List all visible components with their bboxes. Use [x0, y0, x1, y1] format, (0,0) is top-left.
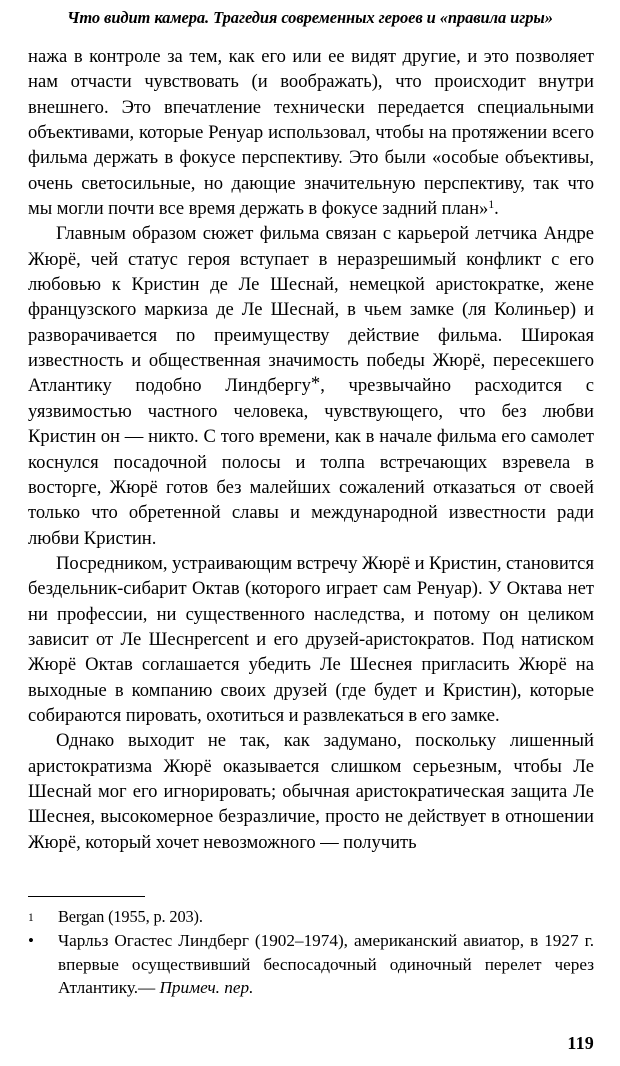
- footnote-text-2: Чарльз Огастес Линдберг (1902–1974), американский авиатор, в 1927 г. впервые осуществивший беспосадочный одиночный перелет через Атлантику.—: [58, 931, 594, 998]
- paragraph-4: Однако выходит не так, как задумано, поскольку лишенный аристократизма Жюрё оказывается слишком серьезным, чтобы Ле Шеснай мог его игнорировать; обычная аристократическая защита Ле Шеснея, высокомерное безразличие, просто не действует в отношении Жюрё, который хочет невозможного — получить: [28, 730, 594, 853]
- paragraph-3: Посредником, устраивающим встречу Жюрё и Кристин, становится бездельник-сибарит Октав (которого играет сам Ренуар). У Октава нет ни профессии, ни существенного наследства, и потому он целиком зависит от Ле Шеснpercent и его друзей-аристократов. Под натиском Жюрё Октав соглашается убедить Ле Шеснея пригласить Жюрё на выходные в компанию своих друзей (где будет и Кристин), которые собираются пировать, охотиться и развлекаться в его замке.: [28, 552, 594, 726]
- footnote-ref-1[interactable]: 1: [488, 199, 495, 212]
- paragraph-1: [28, 44, 594, 221]
- paragraph-2-text: Главным образом сюжет фильма связан с карьерой летчика Андре Жюрё, чей статус героя вступает в неразрешимый конфликт с его любовью к Кристин де Ле Шеснай, немецкой аристократке, жене французского маркиза де Ле Шеснай, в чьем замке (ля Колиньер) и разворачивается по преимуществу действие фильма. Широкая известность и общественная значимость победы Жюрё, пересекшего Атлантику подобно Линдбергу: [28, 223, 594, 397]
- page-number: 119: [567, 1033, 594, 1053]
- paragraph-2: [28, 221, 594, 550]
- footnote-text-2-italic: Примеч. пер.: [159, 978, 254, 998]
- footnotes-block: [28, 896, 594, 1000]
- paragraph-2-text-tail: , чрезвычайно расходится с уязвимостью частного человека, чувствующего, что без любви Кристин он — никто. С того времени, как в начале фильма его самолет коснулся посадочной полосы и толпа встречающих взревела в восторге, Жюрё готов без малейших сожалений отказаться от своей только что обретенной славы и международной известности ради любви Кристин.: [28, 375, 594, 549]
- footnote-marker-1: 1: [28, 912, 34, 924]
- running-head: Что видит камера. Трагедия современных героев и «правила игры»: [67, 8, 553, 27]
- footnote-item-1: [28, 906, 594, 928]
- footnote-item-2: [28, 929, 594, 1000]
- footnote-separator-rule: [28, 896, 145, 897]
- footnote-marker-star: •: [28, 931, 34, 950]
- paragraph-1-text: нажа в контроле за тем, как его или ее видят другие, и это позволяет нам отчасти чувствовать (и воображать), что происходит внутри внешнего. Это впечатление технически передается специальными объективами, которые Ренуар использовал, чтобы на протяжении всего фильма держать в фокусе перспективу. Это были «особые объективы, очень светосильные, но дающие значительную перспективу, так что мы могли почти все время держать в фокусе задний план»: [28, 46, 594, 220]
- footnote-text-1: Bergan (1955, p. 203).: [58, 907, 203, 926]
- body-text-block: [28, 44, 594, 855]
- paragraph-1-text-tail: .: [494, 198, 499, 220]
- footnote-ref-star[interactable]: *: [310, 373, 321, 395]
